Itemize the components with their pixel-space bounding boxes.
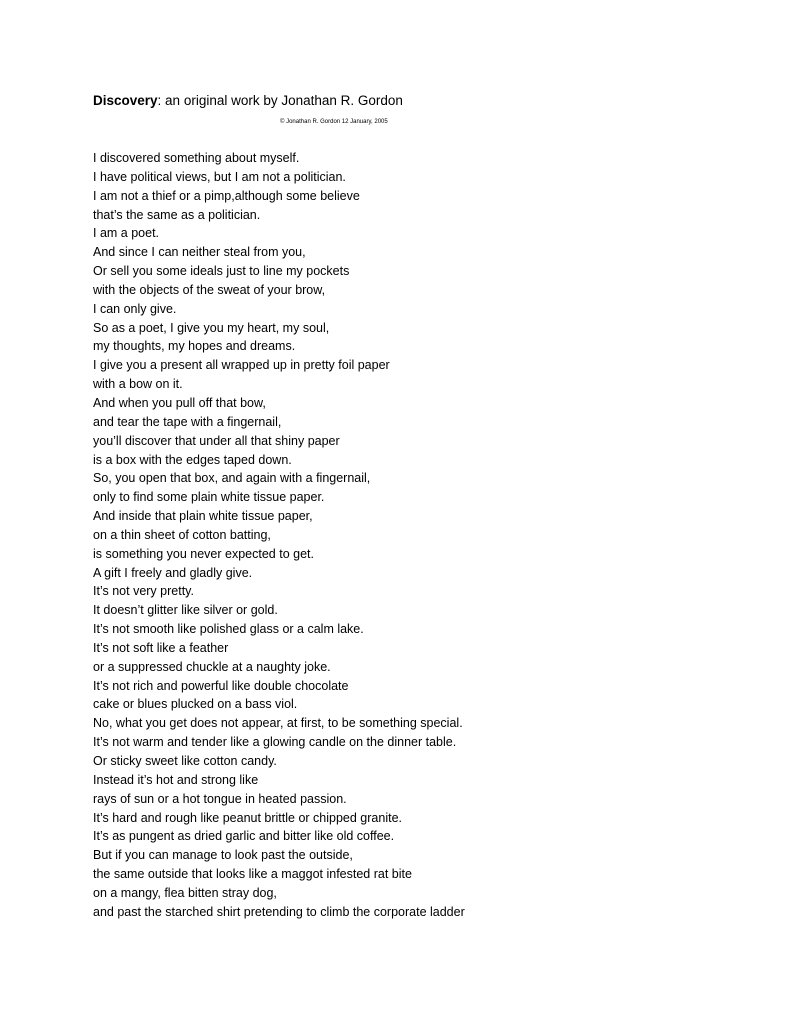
poem-line: I discovered something about myself. <box>93 151 300 165</box>
poem-line: is a box with the edges taped down. <box>93 452 292 467</box>
poem-line: my thoughts, my hopes and dreams. <box>93 339 296 354</box>
poem-line: It’s not smooth like polished glass or a calm lake. <box>93 622 364 637</box>
poem-line: And when you pull off that bow, <box>93 395 266 410</box>
poem-line: Or sell you some ideals just to line my pockets <box>93 264 350 279</box>
poem-line: or a suppressed chuckle at a naughty joke. <box>93 659 331 674</box>
poem-line: and past the starched shirt pretending to climb the corporate ladder <box>93 904 465 919</box>
poem-line: But if you can manage to look past the outside, <box>93 848 353 863</box>
poem-line: with a bow on it. <box>93 377 183 392</box>
poem-line: And since I can neither steal from you, <box>93 245 306 260</box>
poem-line: It’s not soft like a feather <box>93 640 229 655</box>
poem-line: I am not a thief or a pimp,although some believe <box>93 188 360 203</box>
poem-line: only to find some plain white tissue paper. <box>93 490 325 505</box>
poem-line: It’s hard and rough like peanut brittle or chipped granite. <box>93 810 402 825</box>
poem-line: I give you a present all wrapped up in pretty foil paper <box>93 358 390 373</box>
poem-line: you’ll discover that under all that shiny paper <box>93 433 340 448</box>
title-bold-text: Discovery <box>93 93 158 108</box>
poem-line: is something you never expected to get. <box>93 546 314 561</box>
poem-line: on a mangy, flea bitten stray dog, <box>93 885 277 900</box>
poem-line: It’s not rich and powerful like double chocolate <box>93 678 349 693</box>
poem-line: So as a poet, I give you my heart, my soul, <box>93 320 330 335</box>
poem-line: It’s not warm and tender like a glowing candle on the dinner table. <box>93 735 457 750</box>
title-byline-text: : an original work by Jonathan R. Gordon <box>157 93 403 108</box>
poem-line: rays of sun or a hot tongue in heated passion. <box>93 791 347 806</box>
copyright-notice: © Jonathan R. Gordon 12 January, 2005 <box>280 119 388 125</box>
poem-line: I am a poet. <box>93 226 160 241</box>
poem-line: A gift I freely and gladly give. <box>93 565 253 580</box>
poem-line: I have political views, but I am not a politician. <box>93 169 346 184</box>
poem-line: Instead it’s hot and strong like <box>93 772 259 787</box>
poem-line: on a thin sheet of cotton batting, <box>93 527 271 542</box>
poem-line: So, you open that box, and again with a fingernail, <box>93 471 371 486</box>
poem-line: It’s not very pretty. <box>93 584 194 599</box>
poem-line: And inside that plain white tissue paper, <box>93 509 313 524</box>
poem-line: Or sticky sweet like cotton candy. <box>93 754 277 768</box>
document-title <box>93 92 403 110</box>
poem-line: I can only give. <box>93 301 177 316</box>
poem-line: and tear the tape with a fingernail, <box>93 414 282 429</box>
poem-line: cake or blues plucked on a bass viol. <box>93 697 298 712</box>
poem-line: that’s the same as a politician. <box>93 207 261 222</box>
poem-line: It’s as pungent as dried garlic and bitter like old coffee. <box>93 829 395 844</box>
poem-line: the same outside that looks like a maggot infested rat bite <box>93 867 412 882</box>
poem-line: No, what you get does not appear, at first, to be something special. <box>93 716 463 731</box>
poem-body <box>93 149 465 922</box>
poem-line: with the objects of the sweat of your brow, <box>93 282 326 297</box>
poem-line: It doesn’t glitter like silver or gold. <box>93 603 278 618</box>
